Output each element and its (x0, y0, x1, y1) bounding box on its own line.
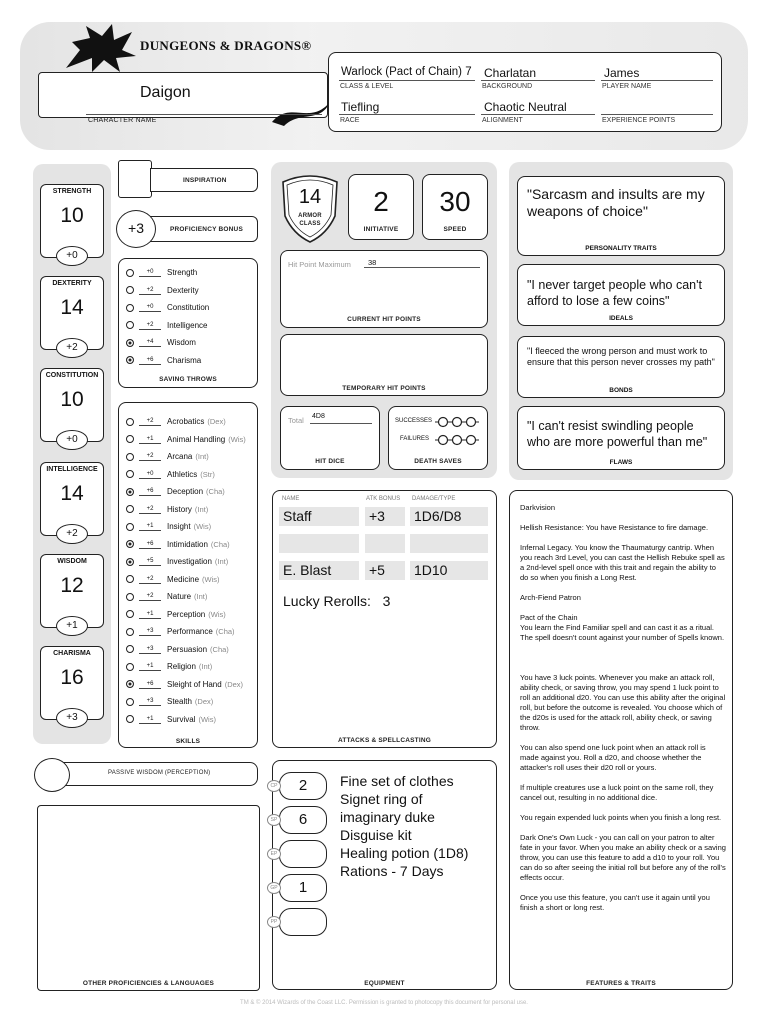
equipment-item: Healing potion (1D8) (340, 845, 469, 861)
row-name: Persuasion (167, 644, 208, 654)
row-name: Strength (167, 268, 198, 277)
skill-survival (120, 711, 216, 728)
skill-acrobatics (120, 413, 226, 430)
proficiency-checkbox[interactable] (126, 286, 134, 294)
personality-traits-label: PERSONALITY TRAITS (585, 245, 657, 252)
skill-insight (120, 518, 211, 535)
row-ability: (Wis) (208, 609, 226, 619)
class-level-line (339, 80, 475, 81)
row-ability: (Int) (195, 452, 209, 461)
equipment-item: Rations - 7 Days (340, 863, 444, 879)
row-ability: (Cha) (210, 539, 230, 549)
ability-constitution (40, 368, 104, 454)
failures-circles[interactable] (435, 433, 479, 445)
row-name: Medicine (167, 574, 200, 584)
feature-paragraph: Hellish Resistance: You have Resistance to fire damage. (520, 523, 709, 532)
modifier-value[interactable]: +4 (139, 338, 161, 347)
feature-paragraph: Pact of the Chain You learn the Find Familiar spell and can cast it as a ritual. The spell doesn't count against your number of Spells known. (520, 613, 725, 642)
proficiency-checkbox[interactable] (126, 593, 134, 601)
modifier-value[interactable]: +1 (139, 435, 161, 444)
coin-tag: EP (267, 848, 281, 860)
modifier-value[interactable]: +2 (139, 452, 161, 461)
row-name: Acrobatics (167, 417, 205, 426)
coin-tag: SP (267, 814, 281, 826)
proficiency-checkbox[interactable] (126, 488, 134, 496)
modifier-value[interactable]: +1 (139, 610, 161, 619)
saving-throw-constitution (120, 299, 209, 316)
skill-medicine (120, 571, 220, 588)
modifier-value[interactable]: +0 (139, 303, 161, 312)
logo-text: DUNGEONS & DRAGONS® (140, 38, 312, 53)
initiative-value[interactable]: 2 (373, 186, 389, 217)
row-ability: (Dex) (207, 417, 226, 426)
ability-strength (40, 184, 104, 270)
inspiration-box[interactable] (118, 160, 152, 198)
coin-tag: CP (267, 780, 281, 792)
skill-animal-handling (120, 431, 246, 448)
ability-dexterity (40, 276, 104, 362)
saving-throw-strength (120, 264, 197, 281)
skill-nature (120, 588, 207, 605)
hit-dice-label: HIT DICE (315, 458, 345, 465)
saving-throws-label: SAVING THROWS (159, 376, 217, 383)
background-label: BACKGROUND (482, 83, 533, 90)
feature-paragraph: Darkvision (520, 503, 556, 512)
successes-circles[interactable] (435, 415, 479, 427)
temp-hp-label: TEMPORARY HIT POINTS (342, 385, 426, 392)
attacks-notes[interactable]: Lucky Rerolls: 3 (283, 593, 391, 609)
ability-modifier[interactable]: +2 (56, 524, 88, 544)
coin-gp-box[interactable]: 1 (279, 874, 327, 902)
proficiency-bonus-label: PROFICIENCY BONUS (170, 226, 243, 233)
row-ability: (Wis) (228, 434, 246, 444)
xp-label: EXPERIENCE POINTS (602, 117, 676, 124)
features-text (520, 503, 726, 923)
hp-max-label: Hit Point Maximum (288, 260, 351, 269)
feature-paragraph: Dark One's Own Luck - you can call on your patron to alter fate in your favor. When you make an ability check or a saving throw, you can use this feature to add a d10 to your roll. You can do so after seeing the initial roll but before any of the roll's effects occur. (520, 833, 726, 882)
row-name: Animal Handling (167, 434, 226, 444)
row-name: Stealth (167, 697, 192, 706)
ability-score[interactable]: 10 (60, 204, 84, 227)
feature-paragraph: If multiple creatures use a luck point on the same roll, they cancel out, resulting in no additional dice. (520, 783, 714, 802)
ability-name: CHARISMA (53, 650, 91, 657)
proficiency-checkbox[interactable] (126, 356, 134, 364)
skill-sleight-of-hand (120, 676, 243, 693)
modifier-value[interactable]: +6 (139, 680, 161, 689)
row-name: Religion (167, 662, 196, 671)
ability-modifier[interactable]: +2 (56, 338, 88, 358)
passive-wisdom-circle[interactable] (34, 758, 70, 792)
feature-paragraph: Once you use this feature, you can't use it again until you finish a short or long rest. (520, 893, 710, 912)
row-ability: (Cha) (210, 644, 229, 654)
class-level-value[interactable]: Warlock (Pact of Chain) 7 (341, 66, 472, 78)
row-name: Constitution (167, 303, 210, 312)
ability-modifier[interactable]: +0 (56, 246, 88, 266)
other-proficiencies-box[interactable] (37, 805, 260, 991)
proficiency-checkbox[interactable] (126, 610, 134, 618)
ideals-box[interactable] (517, 264, 725, 326)
personality-traits-text: "Sarcasm and insults are my weapons of choice" (527, 186, 705, 219)
hp-max-value[interactable]: 38 (368, 258, 377, 267)
hit-dice-total-value[interactable]: 4D8 (312, 413, 325, 420)
death-saves-successes-label: SUCCESSES (395, 418, 433, 424)
modifier-value[interactable]: +1 (139, 715, 161, 724)
attacks-col-name: NAME (282, 496, 300, 502)
saving-throw-wisdom (120, 334, 196, 351)
coin-sp-box[interactable]: 6 (279, 806, 327, 834)
proficiency-checkbox[interactable] (126, 453, 134, 461)
row-ability: (Int) (194, 592, 208, 601)
row-name: Investigation (167, 557, 212, 566)
feature-paragraph: Arch-Fiend Patron (520, 593, 581, 602)
row-ability: (Cha) (215, 627, 235, 636)
armor-class-label: ARMOR CLASS (298, 213, 322, 227)
character-name-value[interactable]: Daigon (140, 84, 191, 101)
player-name-value[interactable]: James (604, 66, 640, 80)
row-ability: (Int) (194, 504, 209, 514)
proficiency-checkbox[interactable] (126, 505, 134, 513)
race-line (339, 114, 475, 115)
row-name: Arcana (167, 452, 193, 461)
proficiency-checkbox[interactable] (126, 418, 134, 426)
attacks-label: ATTACKS & SPELLCASTING (338, 737, 431, 744)
equipment-label: EQUIPMENT (364, 980, 405, 987)
ideals-label: IDEALS (609, 315, 633, 322)
row-name: History (167, 504, 192, 514)
modifier-value[interactable]: +2 (139, 575, 161, 584)
modifier-value[interactable]: +5 (139, 557, 161, 566)
skill-perception (120, 606, 226, 623)
row-name: Charisma (167, 355, 202, 365)
modifier-value[interactable]: +6 (139, 487, 161, 496)
background-value[interactable]: Charlatan (484, 66, 537, 80)
attacks-box (272, 490, 497, 748)
passive-wisdom-label: PASSIVE WISDOM (PERCEPTION) (108, 770, 211, 776)
feature-paragraph: You can also spend one luck point when an attack roll is made against you. Roll a d20, and choose whether the attacker's roll uses their d20 roll or yours. (520, 743, 706, 772)
ability-intelligence (40, 462, 104, 548)
feature-paragraph: Infernal Legacy. You know the Thaumaturgy cantrip. When you reach 3rd Level, you can cast the Hellish Rebuke spell as a 2nd-level spell once with this trait and regain the ability to do so when you finish a Long Rest. (520, 543, 725, 582)
death-saves-label: DEATH SAVES (414, 458, 462, 465)
ability-name: STRENGTH (52, 188, 92, 195)
speed-value[interactable]: 30 (439, 186, 471, 217)
proficiency-checkbox[interactable] (126, 269, 134, 277)
modifier-value[interactable]: +6 (139, 540, 161, 549)
modifier-value[interactable]: +2 (139, 286, 161, 295)
modifier-value[interactable]: +3 (139, 627, 161, 636)
proficiency-checkbox[interactable] (126, 339, 134, 347)
proficiency-checkbox[interactable] (126, 540, 134, 548)
character-name-label: CHARACTER NAME (88, 117, 157, 124)
equipment-items[interactable] (340, 772, 490, 880)
proficiency-checkbox[interactable] (126, 435, 134, 443)
modifier-value[interactable]: +2 (139, 505, 161, 514)
modifier-value[interactable]: +2 (139, 417, 161, 426)
initiative-label: INITIATIVE (363, 226, 399, 233)
skill-investigation (120, 553, 228, 570)
flaws-box[interactable] (517, 406, 725, 470)
row-name: Survival (167, 714, 196, 724)
ability-charisma (40, 646, 104, 732)
proficiency-bonus-circle[interactable]: +3 (116, 210, 156, 248)
row-name: Intelligence (167, 320, 208, 330)
row-name: Dexterity (167, 285, 199, 295)
row-ability: (Cha) (206, 487, 225, 496)
equipment-item: imaginary duke (340, 809, 435, 825)
saving-throw-intelligence (120, 317, 207, 334)
footer-copyright: TM & © 2014 Wizards of the Coast LLC. Permission is granted to photocopy this document for personal use. (240, 1000, 528, 1006)
proficiency-checkbox[interactable] (126, 304, 134, 312)
modifier-value[interactable]: +2 (139, 592, 161, 601)
saving-throw-charisma (120, 352, 201, 369)
saving-throw-dexterity (120, 282, 199, 299)
skill-stealth (120, 693, 213, 710)
row-name: Intimidation (167, 539, 208, 549)
personality-traits-box[interactable] (517, 176, 725, 256)
coin-ep-box[interactable] (279, 840, 327, 868)
skill-performance (120, 623, 235, 640)
skill-deception (120, 483, 225, 500)
coin-tag: GP (267, 882, 281, 894)
banner-tail-icon (270, 96, 332, 126)
row-ability: (Str) (200, 469, 215, 479)
alignment-value[interactable]: Chaotic Neutral (484, 100, 567, 114)
modifier-value[interactable]: +0 (139, 268, 161, 277)
skill-athletics (120, 466, 215, 483)
skill-religion (120, 658, 212, 675)
speed-label: SPEED (443, 226, 467, 233)
attack-bonus-cell[interactable] (365, 534, 405, 553)
ideals-text: "I never target people who can't afford to lose a few coins" (527, 278, 702, 308)
proficiency-checkbox[interactable] (126, 523, 134, 531)
ability-wisdom (40, 554, 104, 640)
character-name-line (86, 114, 322, 115)
equipment-item: Disguise kit (340, 827, 412, 843)
equipment-item: Signet ring of (340, 791, 423, 807)
current-hp-label: CURRENT HIT POINTS (347, 316, 421, 323)
row-name: Sleight of Hand (167, 679, 222, 689)
row-ability: (Dex) (224, 679, 244, 689)
hit-dice-total-line (310, 423, 372, 424)
row-name: Athletics (167, 469, 198, 479)
hit-dice-total-label: Total (288, 416, 304, 425)
modifier-value[interactable]: +1 (139, 662, 161, 671)
feature-paragraph (520, 653, 726, 663)
attack-name-cell[interactable]: E. Blast (279, 561, 359, 580)
modifier-value[interactable]: +1 (139, 522, 161, 531)
modifier-value[interactable]: +6 (139, 356, 161, 365)
feature-paragraph: You have 3 luck points. Whenever you make an attack roll, ability check, or saving throw, you may spend 1 luck point to roll an additional d20. You can use this ability after the original roll, but before the outcome is revealed. You choose which of the d20s is used for the attack roll, ability check, or saving throw. (520, 673, 726, 732)
flaws-text: "I can't resist swindling people who are more powerful than me" (527, 419, 708, 449)
row-name: Insight (167, 522, 191, 531)
proficiency-checkbox[interactable] (126, 715, 134, 723)
ability-modifier[interactable]: +0 (56, 430, 88, 450)
row-ability: (Wis) (198, 714, 216, 724)
ability-score[interactable]: 12 (60, 574, 84, 597)
proficiency-checkbox[interactable] (126, 558, 134, 566)
skill-arcana (120, 448, 209, 465)
race-value[interactable]: Tiefling (341, 100, 380, 114)
row-ability: (Dex) (194, 697, 214, 706)
features-label: FEATURES & TRAITS (586, 980, 656, 987)
coin-cp-box[interactable]: 2 (279, 772, 327, 800)
skills-label: SKILLS (175, 738, 201, 745)
skill-intimidation (120, 536, 230, 553)
equipment-item: Fine set of clothes (340, 773, 454, 789)
row-ability: (Int) (214, 557, 229, 566)
proficiency-checkbox[interactable] (126, 698, 134, 706)
ability-score[interactable]: 14 (60, 296, 84, 319)
modifier-value[interactable]: +0 (139, 470, 161, 479)
modifier-value[interactable]: +2 (139, 321, 161, 330)
coin-tag: PP (267, 916, 281, 928)
alignment-line (481, 114, 595, 115)
attack-name-cell[interactable] (279, 534, 359, 553)
inspiration-label: INSPIRATION (183, 177, 227, 184)
ability-name: CONSTITUTION (45, 372, 99, 379)
row-ability: (Wis) (202, 574, 220, 584)
bonds-box[interactable] (517, 336, 725, 398)
ability-modifier[interactable]: +1 (56, 616, 88, 636)
ability-name: WISDOM (57, 558, 87, 565)
class-level-label: CLASS & LEVEL (340, 83, 394, 90)
proficiency-checkbox[interactable] (126, 680, 134, 688)
row-ability: (Wis) (193, 522, 212, 531)
ability-name: DEXTERITY (52, 280, 92, 287)
ability-score[interactable]: 10 (60, 388, 84, 411)
ability-score[interactable]: 16 (60, 666, 84, 689)
attack-bonus-cell[interactable]: +5 (365, 561, 405, 580)
bonds-text: "I fleeced the wrong person and must work to ensure that this person never crosses my path" (527, 346, 715, 367)
attack-damage-cell[interactable] (410, 534, 488, 553)
row-ability: (Int) (198, 662, 213, 671)
feature-paragraph: You regain expended luck points when you finish a long rest. (520, 813, 722, 822)
ability-name: INTELLIGENCE (46, 466, 98, 473)
coin-pp-box[interactable] (279, 908, 327, 936)
proficiency-checkbox[interactable] (126, 575, 134, 583)
row-name: Deception (167, 487, 204, 496)
attack-bonus-cell[interactable]: +3 (365, 507, 405, 526)
death-saves-failures-label: FAILURES (400, 436, 430, 442)
background-line (481, 80, 595, 81)
xp-line (601, 114, 713, 115)
alignment-label: ALIGNMENT (482, 117, 523, 124)
modifier-value[interactable]: +3 (139, 645, 161, 654)
hp-max-line (364, 267, 480, 268)
row-name: Nature (167, 592, 192, 601)
attacks-col-damage: DAMAGE/TYPE (412, 496, 456, 502)
attack-damage-cell[interactable]: 1D6/D8 (410, 507, 488, 526)
proficiency-checkbox[interactable] (126, 663, 134, 671)
player-name-label: PLAYER NAME (602, 83, 652, 90)
ability-modifier[interactable]: +3 (56, 708, 88, 728)
modifier-value[interactable]: +3 (139, 697, 161, 706)
skill-persuasion (120, 641, 229, 658)
proficiency-checkbox[interactable] (126, 470, 134, 478)
row-name: Performance (167, 627, 213, 636)
row-name: Perception (167, 609, 206, 619)
proficiency-checkbox[interactable] (126, 645, 134, 653)
row-name: Wisdom (167, 338, 196, 347)
other-proficiencies-label: OTHER PROFICIENCIES & LANGUAGES (82, 980, 215, 987)
attack-damage-cell[interactable]: 1D10 (410, 561, 488, 580)
proficiency-checkbox[interactable] (126, 321, 134, 329)
proficiency-checkbox[interactable] (126, 628, 134, 636)
bonds-label: BONDS (609, 387, 633, 394)
ability-score[interactable]: 14 (60, 482, 84, 505)
player-name-line (601, 80, 713, 81)
skill-history (120, 501, 208, 518)
dragon-logo-icon (62, 20, 142, 76)
attack-name-cell[interactable]: Staff (279, 507, 359, 526)
armor-class-value[interactable]: 14 (298, 186, 322, 208)
attacks-col-bonus: ATK BONUS (366, 496, 401, 502)
race-label: RACE (340, 117, 360, 124)
flaws-label: FLAWS (609, 459, 633, 466)
